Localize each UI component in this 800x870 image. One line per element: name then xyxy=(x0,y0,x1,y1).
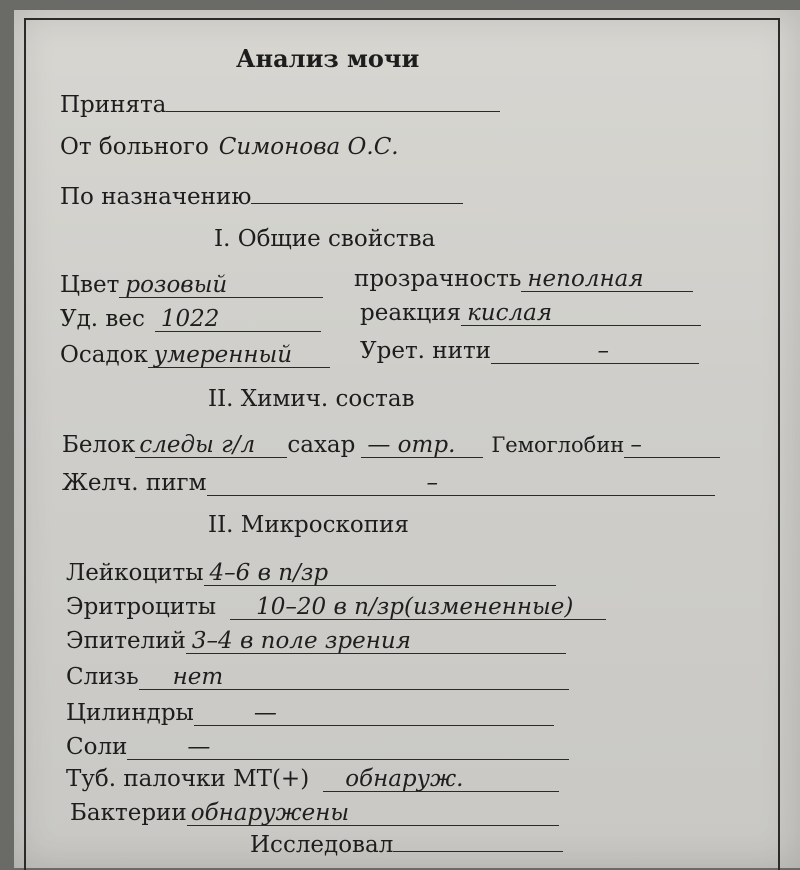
leukocytes-field[interactable]: 4–6 в п/зр xyxy=(204,560,556,586)
cylinders-row xyxy=(66,700,554,726)
cylinders-label: Цилиндры xyxy=(66,700,194,726)
sugar-label: сахар xyxy=(287,432,356,458)
patient-field[interactable]: Симонова О.С. xyxy=(218,134,399,160)
transparency-label: прозрачность xyxy=(354,266,522,292)
received-row xyxy=(60,86,500,118)
threads-label: Урет. нити xyxy=(360,338,492,364)
patient-label: От больного xyxy=(60,134,209,160)
erythrocytes-row xyxy=(66,594,606,620)
examined-label: Исследовал xyxy=(250,832,394,858)
tb-row xyxy=(66,766,559,792)
salts-row xyxy=(66,734,569,760)
section-chemical-title-text: II. Химич. состав xyxy=(208,386,415,412)
referral-row xyxy=(60,178,463,210)
patient-row xyxy=(60,134,399,160)
examined-row xyxy=(250,826,563,858)
bile-row xyxy=(62,470,715,496)
mucus-row xyxy=(66,664,569,690)
examined-field[interactable] xyxy=(393,826,563,852)
protein-label: Белок xyxy=(62,432,136,458)
tb-label: Туб. палочки МТ(+) xyxy=(66,766,310,792)
bile-label: Желч. пигм xyxy=(62,470,207,496)
mucus-field[interactable]: нет xyxy=(139,664,569,690)
color-row xyxy=(60,272,323,298)
color-field[interactable]: розовый xyxy=(119,272,323,298)
transparency-field[interactable]: неполная xyxy=(521,266,693,292)
leukocytes-label: Лейкоциты xyxy=(66,560,204,586)
erythrocytes-label: Эритроциты xyxy=(66,594,217,620)
sediment-row xyxy=(60,342,330,368)
gravity-field[interactable]: 1022 xyxy=(155,306,321,332)
received-label: Принята xyxy=(60,92,167,118)
referral-label: По назначению xyxy=(60,184,252,210)
transparency-row xyxy=(354,266,693,292)
protein-field[interactable]: следы г/л xyxy=(135,432,287,458)
mucus-label: Слизь xyxy=(66,664,139,690)
received-field[interactable] xyxy=(166,86,500,112)
reaction-field[interactable]: кислая xyxy=(461,300,701,326)
form-title-text: Анализ мочи xyxy=(236,44,420,73)
section-general-title-text: I. Общие свойства xyxy=(214,226,436,252)
section-general-title xyxy=(214,226,435,252)
reaction-label: реакция xyxy=(360,300,462,326)
threads-row xyxy=(360,338,699,364)
leukocytes-row xyxy=(66,560,556,586)
epithelium-label: Эпителий xyxy=(66,628,186,654)
epithelium-field[interactable]: 3–4 в поле зрения xyxy=(186,628,566,654)
section-chemical-title xyxy=(208,386,415,412)
salts-label: Соли xyxy=(66,734,128,760)
threads-field[interactable]: – xyxy=(491,338,699,364)
bile-field[interactable]: – xyxy=(207,470,715,496)
reaction-row xyxy=(360,300,701,326)
form-title xyxy=(236,44,419,73)
hemoglobin-label: Гемоглобин xyxy=(491,433,625,457)
sediment-label: Осадок xyxy=(60,342,148,368)
bacteria-label: Бактерии xyxy=(70,800,187,826)
cylinders-field[interactable]: — xyxy=(194,700,554,726)
hemoglobin-field[interactable]: – xyxy=(624,432,720,458)
bacteria-field[interactable]: обнаружены xyxy=(187,800,559,826)
referral-field[interactable] xyxy=(251,178,463,204)
section-microscopy-title xyxy=(208,512,409,538)
sediment-field[interactable]: умеренный xyxy=(148,342,330,368)
section-microscopy-title-text: II. Микроскопия xyxy=(208,512,409,538)
color-label: Цвет xyxy=(60,272,120,298)
tb-field[interactable]: обнаруж. xyxy=(323,766,559,792)
epithelium-row xyxy=(66,628,566,654)
bacteria-row xyxy=(70,800,559,826)
chemistry-row xyxy=(62,432,720,458)
salts-field[interactable]: — xyxy=(127,734,569,760)
sugar-field[interactable]: — отр. xyxy=(361,432,483,458)
gravity-label: Уд. вес xyxy=(60,306,145,332)
erythrocytes-field[interactable]: 10–20 в п/зр(измененные) xyxy=(230,594,606,620)
gravity-row xyxy=(60,306,321,332)
